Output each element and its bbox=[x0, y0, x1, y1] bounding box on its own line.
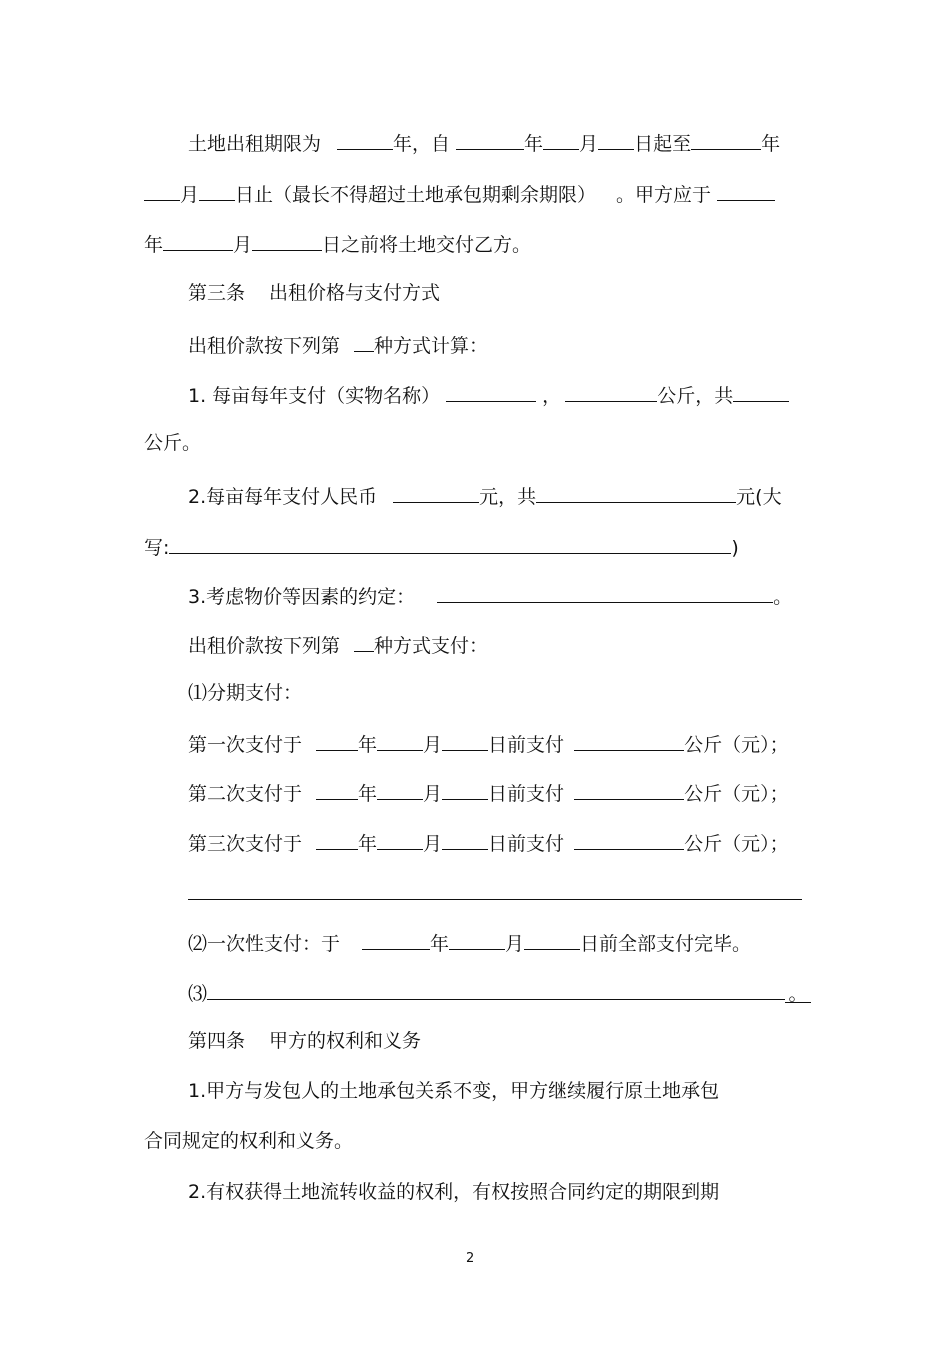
blank-field bbox=[316, 779, 358, 800]
text-segment: ⑵一次性支付：于 bbox=[188, 933, 341, 955]
paragraph-lease-term bbox=[188, 129, 780, 153]
blank-field bbox=[733, 381, 789, 402]
text-segment: 1. 每亩每年支付（实物名称） bbox=[188, 385, 441, 407]
text-segment: 写: bbox=[144, 537, 170, 559]
text-segment: 第三次支付于 bbox=[188, 833, 303, 855]
blank-field bbox=[524, 929, 580, 950]
paragraph-item-3 bbox=[188, 582, 792, 606]
text-segment: ) bbox=[731, 537, 739, 559]
text-segment: 2.每亩每年支付人民币 bbox=[188, 486, 378, 508]
paragraph-item-1 bbox=[188, 381, 789, 405]
paragraph-rights-2 bbox=[188, 1180, 719, 1204]
paragraph-item-2 bbox=[188, 482, 782, 506]
text-segment: 。 bbox=[773, 586, 793, 608]
blank-field bbox=[316, 730, 358, 751]
text-segment: 日前支付 bbox=[488, 783, 565, 805]
paragraph-installment bbox=[188, 681, 302, 705]
text-segment: 月 bbox=[423, 833, 443, 855]
text-segment: 日前支付 bbox=[488, 833, 565, 855]
article-title: 出租价格与支付方式 bbox=[269, 282, 441, 304]
blank-field bbox=[337, 129, 393, 150]
text-segment: ⑴分期支付： bbox=[188, 682, 303, 704]
text-segment: 月 bbox=[180, 184, 200, 206]
text-segment: 种方式计算： bbox=[374, 335, 489, 357]
blank-field bbox=[574, 829, 684, 850]
text-segment: 日起至 bbox=[634, 133, 692, 155]
text-segment: 出租价款按下列第 bbox=[188, 335, 341, 357]
paragraph-rights-1 bbox=[188, 1079, 719, 1103]
blank-field bbox=[316, 829, 358, 850]
article-number: 第三条 bbox=[188, 282, 246, 304]
text-segment: 日前支付 bbox=[488, 734, 565, 756]
blank-field bbox=[449, 929, 505, 950]
text-segment: 月 bbox=[579, 133, 599, 155]
text-segment: 元，共 bbox=[479, 486, 537, 508]
blank-field bbox=[377, 779, 423, 800]
blank-field bbox=[207, 979, 785, 1000]
text-segment: 公斤。 bbox=[144, 432, 202, 454]
blank-field bbox=[252, 230, 322, 251]
text-segment: 元(大 bbox=[736, 486, 782, 508]
blank-field bbox=[565, 381, 657, 402]
text-segment: 年 bbox=[358, 783, 378, 805]
blank-field bbox=[354, 331, 374, 352]
text-segment: 年 bbox=[430, 933, 450, 955]
blank-field bbox=[169, 533, 731, 554]
text-segment: 。 bbox=[788, 983, 808, 1005]
blank-field bbox=[163, 230, 233, 251]
text-segment: 公斤（元）； bbox=[684, 734, 789, 756]
text-segment: ⑶ bbox=[188, 983, 208, 1005]
article-number: 第四条 bbox=[188, 1030, 246, 1052]
text-segment: 。甲方应于 bbox=[616, 184, 712, 206]
blank-field bbox=[442, 779, 488, 800]
text-segment: 出租价款按下列第 bbox=[188, 635, 341, 657]
paragraph-delivery-date bbox=[144, 230, 531, 254]
blank-field bbox=[717, 180, 775, 201]
blank-field bbox=[377, 829, 423, 850]
text-segment: 第二次支付于 bbox=[188, 783, 303, 805]
blank-field bbox=[536, 482, 736, 503]
text-segment: 1.甲方与发包人的土地承包关系不变，甲方继续履行原土地承包 bbox=[188, 1080, 720, 1102]
article-title: 甲方的权利和义务 bbox=[269, 1030, 422, 1052]
blank-field bbox=[785, 982, 811, 1003]
text-segment: 日前全部支付完毕。 bbox=[580, 933, 752, 955]
blank-field bbox=[442, 829, 488, 850]
text-segment: 年 bbox=[144, 234, 164, 256]
blank-rule bbox=[188, 899, 802, 900]
blank-field bbox=[543, 129, 579, 150]
article-three-heading bbox=[188, 281, 440, 305]
paragraph-installment-1 bbox=[188, 730, 789, 754]
blank-field bbox=[377, 730, 423, 751]
text-segment: 公斤（元）； bbox=[684, 833, 789, 855]
paragraph-payment-method bbox=[188, 631, 488, 655]
blank-field bbox=[574, 779, 684, 800]
blank-field bbox=[393, 482, 479, 503]
text-segment: 月 bbox=[505, 933, 525, 955]
paragraph-item-1-cont bbox=[144, 431, 201, 455]
text-segment: 月 bbox=[423, 734, 443, 756]
text-segment: 2.有权获得土地流转收益的权利，有权按照合同约定的期限到期 bbox=[188, 1181, 720, 1203]
blank-field bbox=[144, 180, 180, 201]
text-segment: 3.考虑物价等因素的约定： bbox=[188, 586, 416, 608]
paragraph-rights-1-cont bbox=[144, 1129, 353, 1153]
page-number: 2 bbox=[466, 1251, 475, 1266]
paragraph-installment-2 bbox=[188, 779, 789, 803]
text-segment: 日止（最长不得超过土地承包期剩余期限） bbox=[235, 184, 597, 206]
text-segment: 种方式支付： bbox=[374, 635, 489, 657]
paragraph-lump-sum bbox=[188, 929, 751, 953]
text-segment: 公斤，共 bbox=[657, 385, 734, 407]
blank-field bbox=[574, 730, 684, 751]
blank-field bbox=[598, 129, 634, 150]
paragraph-calc-method bbox=[188, 331, 488, 355]
blank-field bbox=[437, 582, 773, 603]
blank-field bbox=[362, 929, 430, 950]
text-segment: 日之前将土地交付乙方。 bbox=[322, 234, 532, 256]
text-segment: 年，自 bbox=[393, 133, 451, 155]
paragraph-item-2-cont bbox=[144, 533, 739, 557]
text-segment: 年 bbox=[524, 133, 544, 155]
text-segment: 月 bbox=[233, 234, 253, 256]
article-four-heading bbox=[188, 1029, 421, 1053]
text-segment: 土地出租期限为 bbox=[188, 133, 322, 155]
blank-field bbox=[354, 631, 374, 652]
text-segment: 年 bbox=[358, 833, 378, 855]
blank-field bbox=[691, 129, 761, 150]
blank-field bbox=[446, 381, 536, 402]
blank-field bbox=[442, 730, 488, 751]
paragraph-lease-term-cont bbox=[144, 180, 775, 204]
text-segment: 月 bbox=[423, 783, 443, 805]
text-segment: 年 bbox=[761, 133, 781, 155]
paragraph-other-option bbox=[188, 979, 811, 1003]
text-segment: 公斤（元）； bbox=[684, 783, 789, 805]
text-segment: 合同规定的权利和义务。 bbox=[144, 1130, 354, 1152]
blank-field bbox=[456, 129, 524, 150]
text-segment: 年 bbox=[358, 734, 378, 756]
text-segment: 第一次支付于 bbox=[188, 734, 303, 756]
text-segment: ， bbox=[542, 385, 562, 407]
blank-field bbox=[199, 180, 235, 201]
paragraph-installment-3 bbox=[188, 829, 789, 853]
